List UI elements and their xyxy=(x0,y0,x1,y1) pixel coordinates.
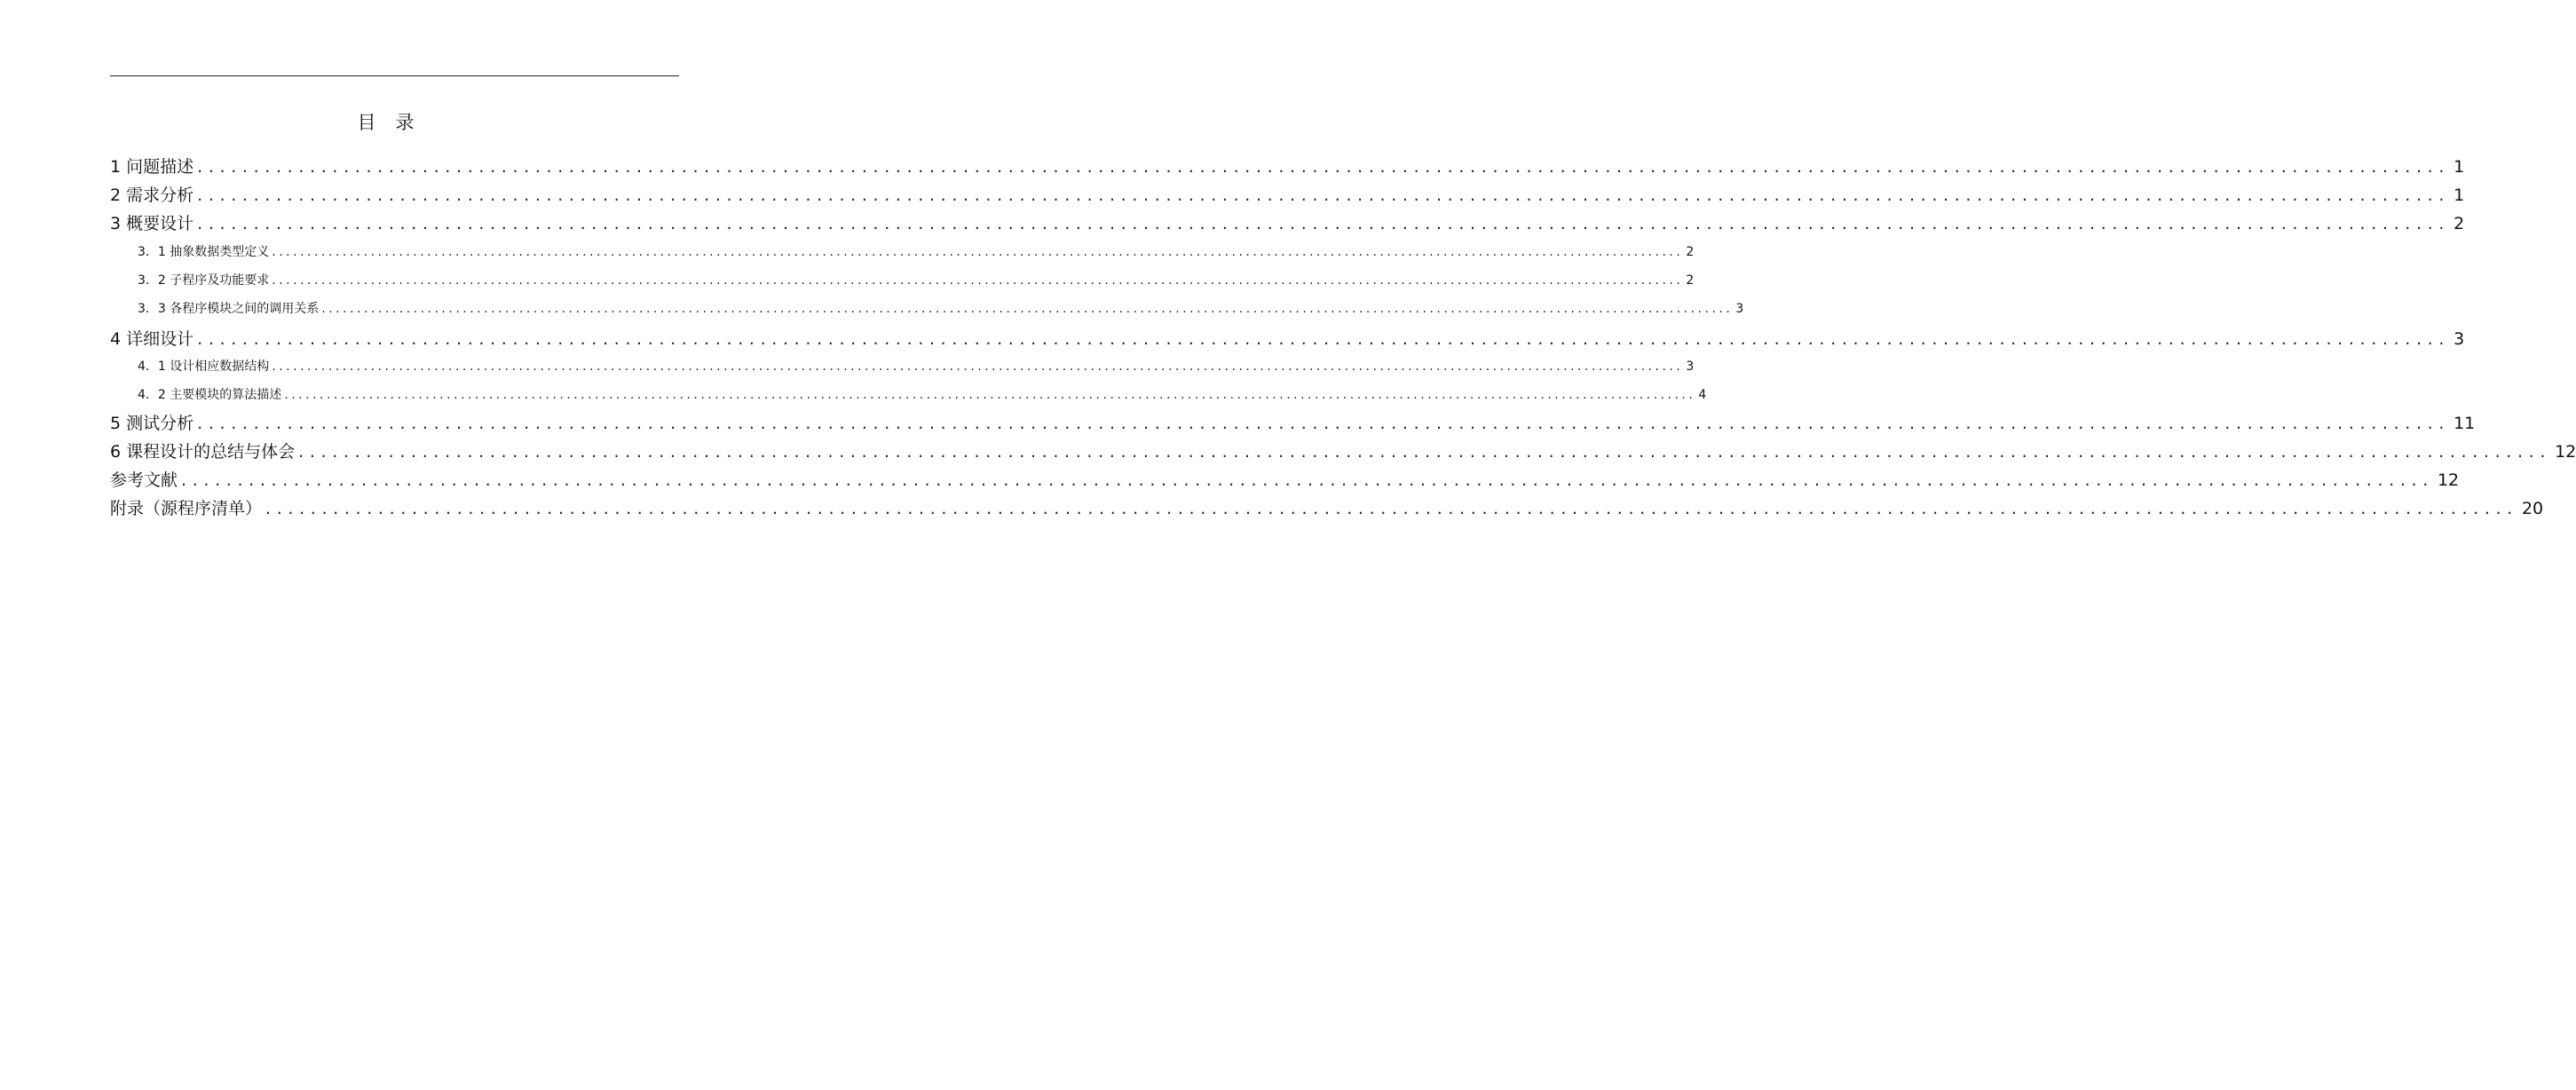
toc-entry-page-number: 3 xyxy=(2454,329,2465,349)
toc-entry-label: 5 测试分析 xyxy=(110,414,194,433)
page-title: 目录 xyxy=(357,112,434,133)
toc-entry[interactable] xyxy=(110,438,2576,462)
toc-dot-leader: ........................................................................................................................................................................................................ xyxy=(298,442,2552,462)
toc-entry[interactable] xyxy=(110,326,2465,350)
toc-entry-page-number: 2 xyxy=(1686,273,1695,288)
toc-entry-label: 4 详细设计 xyxy=(110,329,194,349)
toc-dot-leader: ........................................................................................................................................................................................................ xyxy=(197,214,2451,233)
toc-entry[interactable] xyxy=(138,242,1695,260)
toc-entry-label: 3．3 各程序模块之间的调用关系 xyxy=(138,302,320,316)
toc-entry[interactable] xyxy=(110,154,2465,178)
toc-dot-leader: ........................................................................................................................................................................................................ xyxy=(272,359,1684,374)
toc-entry-label: 附录（源程序清单） xyxy=(110,499,263,518)
toc-dot-leader: ........................................................................................................................................................................................................ xyxy=(197,329,2451,349)
toc-dot-leader: ........................................................................................................................................................................................................ xyxy=(181,470,2434,490)
toc-entry[interactable] xyxy=(138,299,1744,317)
toc-entry[interactable] xyxy=(138,357,1695,375)
toc-dot-leader: ........................................................................................................................................................................................................ xyxy=(284,388,1696,402)
toc-entry-page-number: 3 xyxy=(1686,359,1695,374)
toc-entry[interactable] xyxy=(110,467,2460,491)
toc-entry-label: 3．2 子程序及功能要求 xyxy=(138,273,270,288)
toc-entry-page-number: 1 xyxy=(2454,186,2465,205)
toc-entry-page-number: 3 xyxy=(1735,302,1744,316)
toc-entry[interactable] xyxy=(138,271,1695,288)
toc-dot-leader: ........................................................................................................................................................................................................ xyxy=(321,302,1734,316)
toc-entry-label: 4．1 设计相应数据结构 xyxy=(138,359,270,374)
toc-entry-label: 3．1 抽象数据类型定义 xyxy=(138,245,270,259)
toc-dot-leader: ........................................................................................................................................................................................................ xyxy=(197,157,2451,177)
toc-dot-leader: ........................................................................................................................................................................................................ xyxy=(197,186,2451,205)
toc-dot-leader: ........................................................................................................................................................................................................ xyxy=(265,499,2518,518)
toc-entry-page-number: 12 xyxy=(2437,470,2460,490)
toc-entry-page-number: 20 xyxy=(2521,499,2544,518)
toc-entry-label: 3 概要设计 xyxy=(110,214,194,233)
toc-dot-leader: ........................................................................................................................................................................................................ xyxy=(272,245,1684,259)
toc-entry[interactable] xyxy=(110,495,2544,519)
toc-entry-page-number: 2 xyxy=(2454,214,2465,233)
toc-entry-label: 6 课程设计的总结与体会 xyxy=(110,442,296,462)
toc-entry[interactable] xyxy=(110,210,2465,234)
toc-entry-label: 2 需求分析 xyxy=(110,186,194,205)
toc-entry-page-number: 2 xyxy=(1686,245,1695,259)
toc-dot-leader: ........................................................................................................................................................................................................ xyxy=(272,273,1684,288)
toc-entry-label: 参考文献 xyxy=(110,470,178,490)
toc-entry[interactable] xyxy=(110,410,2476,434)
toc-dot-leader: ........................................................................................................................................................................................................ xyxy=(197,414,2451,433)
toc-entry-page-number: 1 xyxy=(2454,157,2465,177)
toc-entry-label: 4．2 主要模块的算法描述 xyxy=(138,388,282,402)
toc-entry-label: 1 问题描述 xyxy=(110,157,194,177)
toc-entry-page-number: 11 xyxy=(2454,414,2476,433)
toc-entry[interactable] xyxy=(138,385,1707,403)
toc-entry-page-number: 4 xyxy=(1698,388,1707,402)
toc-entry-page-number: 12 xyxy=(2555,442,2576,462)
toc-entry[interactable] xyxy=(110,182,2465,206)
header-rule xyxy=(110,75,679,76)
